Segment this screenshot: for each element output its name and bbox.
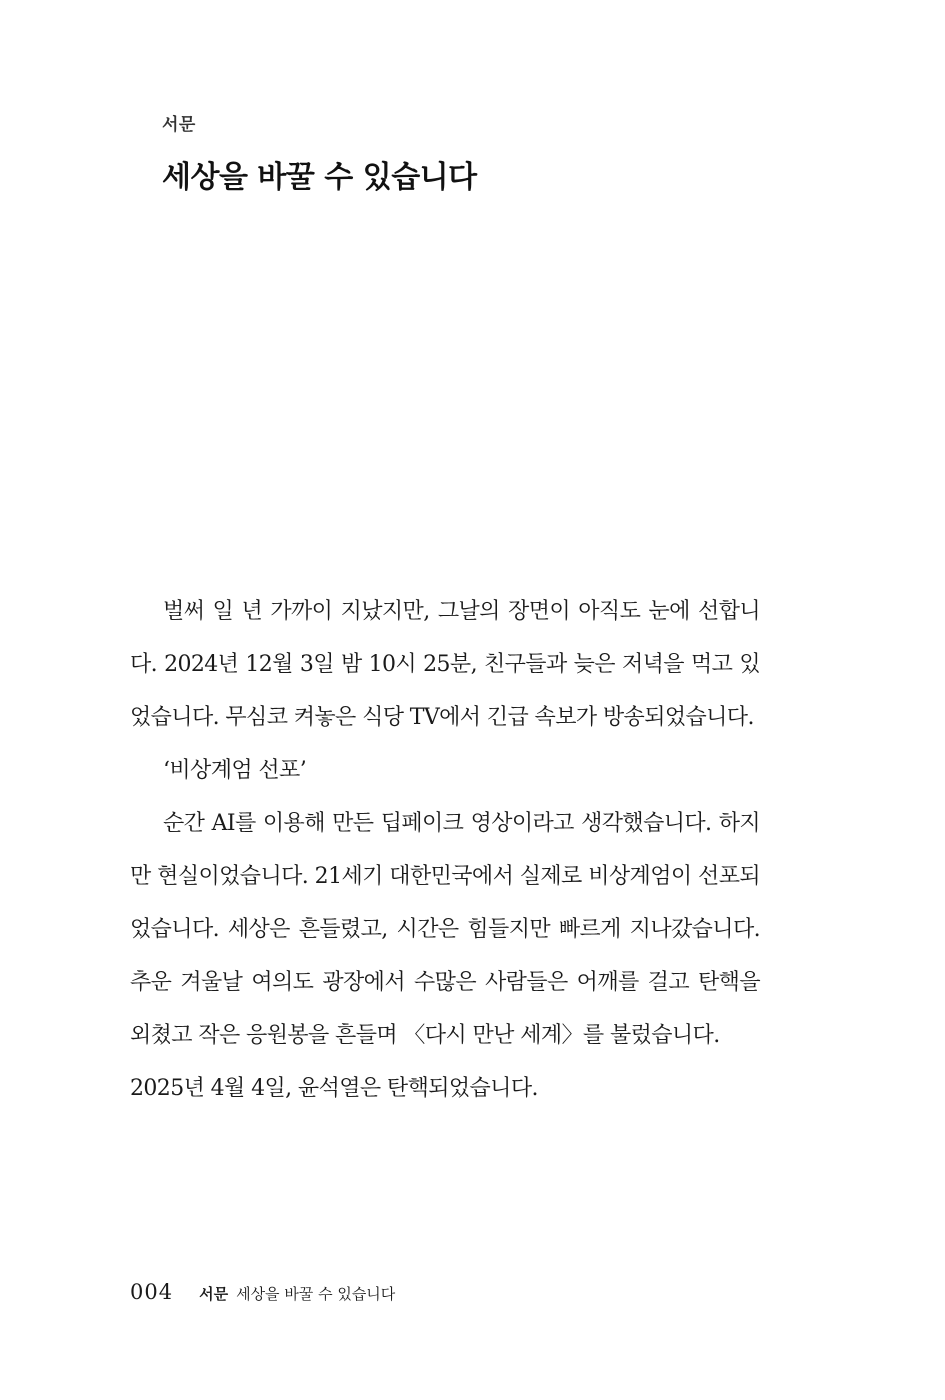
paragraph-1: 벌써 일 년 가까이 지났지만, 그날의 장면이 아직도 눈에 선합니다. 2024년 12월 3일 밤 10시 25분, 친구들과 늦은 저녁을 먹고 있었습니다. 무심코 켜놓은 식당 TV에서 긴급 속보가 방송되었습니다. xyxy=(130,599,760,730)
page-footer xyxy=(130,1280,395,1304)
paragraph-2: ‘비상계엄 선포’ xyxy=(163,758,307,783)
footer-section: 서문 xyxy=(199,1285,229,1303)
paragraph-3: 순간 AI를 이용해 만든 딥페이크 영상이라고 생각했습니다. 하지만 현실이었습니다. 21세기 대한민국에서 실제로 비상계엄이 선포되었습니다. 세상은 흔들렸고, 시간은 힘들지만 빠르게 지나갔습니다. 추운 겨울날 여의도 광장에서 수많은 사람들은 어깨를 걸고 탄핵을 외쳤고 작은 응원봉을 흔들며 〈다시 만난 세계〉를 불렀습니다. xyxy=(130,811,760,1048)
paragraph-4: 2025년 4월 4일, 윤석열은 탄핵되었습니다. xyxy=(130,1076,538,1101)
body-text xyxy=(130,585,760,1115)
page-number: 004 xyxy=(130,1280,174,1304)
footer-title: 세상을 바꿀 수 있습니다 xyxy=(236,1285,396,1303)
section-label: 서문 xyxy=(162,115,196,135)
page-title: 세상을 바꿀 수 있습니다 xyxy=(162,160,477,195)
